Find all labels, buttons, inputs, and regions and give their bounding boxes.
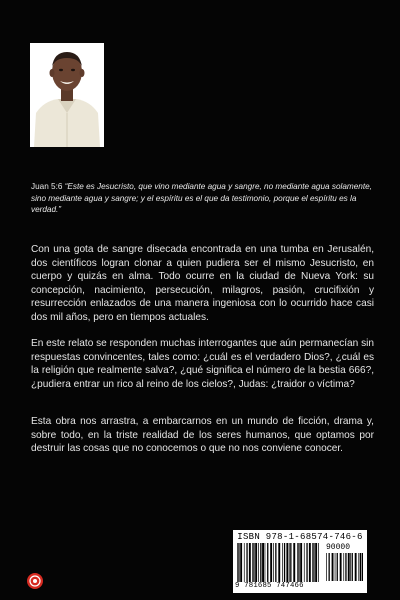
publisher-logo-icon	[27, 573, 43, 589]
author-photo	[30, 43, 104, 147]
price-barcode-bars	[326, 553, 363, 581]
synopsis-paragraph-3: Esta obra nos arrastra, a embarcarnos en un mundo de ficción, drama y, sobre todo, en la triste realidad de los seres humanos, que optamos por destruir las cosas que no conocemos o que no nos conviene conocer.	[31, 416, 374, 455]
quote-reference: Juan 5:6	[31, 182, 63, 191]
price-code: 90000	[326, 543, 351, 552]
isbn-barcode	[233, 530, 367, 593]
isbn-number: ISBN 978-1-68574-746-6	[237, 532, 363, 542]
epigraph-quote	[31, 181, 373, 216]
synopsis-paragraph-2: En este relato se responden muchas interrogantes que aún permanecían sin respuestas convincentes, tales como: ¿cuál es el verdadero Dios?, ¿cuál es la religión que realmente salva?, ¿qué significa el número de la bestia 666?, ¿pudiera entrar un rico al reino de los cielos?, Judas: ¿traidor o víctima?	[31, 338, 374, 390]
ean-digits: 9 781685 747466	[235, 582, 304, 590]
ean-barcode-bars	[237, 543, 321, 582]
synopsis-paragraph-1: Con una gota de sangre disecada encontrada en una tumba en Jerusalén, dos científicos logran clonar a quien pudiera ser el mismo Jesucristo, en cuerpo y quizás en alma. Todo ocurre en la ciudad de Nueva York: su concepción, nacimiento, persecución, milagros, pasión, crucifixión y resurrección enlazados de una manera ingeniosa con lo ocurrido hace casi dos mil años, pero en tiempos actuales.	[31, 244, 374, 323]
quote-text: “Este es Jesucristo, que vino mediante agua y sangre, no mediante agua solamente, sino mediante agua y sangre; y el espíritu es el que da testimonio, porque el espíritu es la verdad.”	[31, 182, 372, 215]
